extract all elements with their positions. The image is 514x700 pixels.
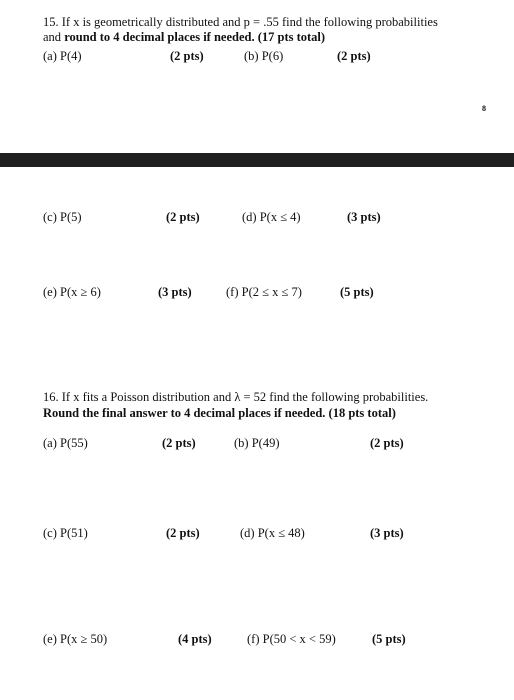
- q15-prompt-line2: [43, 30, 325, 45]
- page-divider-bar: [0, 153, 514, 167]
- q15-part-a: (a) P(4): [43, 49, 82, 63]
- q16-part-c-points: (2 pts): [166, 526, 200, 540]
- q16-part-b-points: (2 pts): [370, 436, 404, 450]
- q15-part-c: (c) P(5): [43, 210, 82, 224]
- q16-part-e-points: (4 pts): [178, 632, 212, 646]
- q16-part-a-points: (2 pts): [162, 436, 196, 450]
- q16-part-e: (e) P(x ≥ 50): [43, 632, 108, 646]
- q15-prompt-line1: 15. If x is geometrically distributed and p = .55 find the following probabilities: [43, 15, 438, 29]
- q15-part-d-points: (3 pts): [347, 210, 381, 224]
- q15-prompt-line2-bold: round to 4 decimal places if needed. (17 pts total): [64, 30, 326, 44]
- q16-part-d-points: (3 pts): [370, 526, 404, 540]
- q15-part-e-points: (3 pts): [158, 285, 192, 299]
- q16-prompt-line2: Round the final answer to 4 decimal places if needed. (18 pts total): [43, 406, 396, 420]
- q16-part-a: (a) P(55): [43, 436, 88, 450]
- page-number: 8: [482, 104, 486, 113]
- q15-part-d: (d) P(x ≤ 4): [242, 210, 301, 224]
- q15-part-b: (b) P(6): [244, 49, 284, 63]
- q15-part-f-points: (5 pts): [340, 285, 374, 299]
- q16-part-f: (f) P(50 < x < 59): [247, 632, 336, 646]
- q15-part-f: (f) P(2 ≤ x ≤ 7): [226, 285, 302, 299]
- q15-part-e: (e) P(x ≥ 6): [43, 285, 101, 299]
- q16-part-c: (c) P(51): [43, 526, 88, 540]
- q15-part-a-points: (2 pts): [170, 49, 204, 63]
- q16-part-f-points: (5 pts): [372, 632, 406, 646]
- q15-prompt-line2-plain: and: [43, 30, 65, 44]
- q16-part-b: (b) P(49): [234, 436, 280, 450]
- q16-part-d: (d) P(x ≤ 48): [240, 526, 305, 540]
- q16-prompt-line1: 16. If x fits a Poisson distribution and λ = 52 find the following probabilities.: [43, 390, 429, 404]
- q15-part-b-points: (2 pts): [337, 49, 371, 63]
- q15-part-c-points: (2 pts): [166, 210, 200, 224]
